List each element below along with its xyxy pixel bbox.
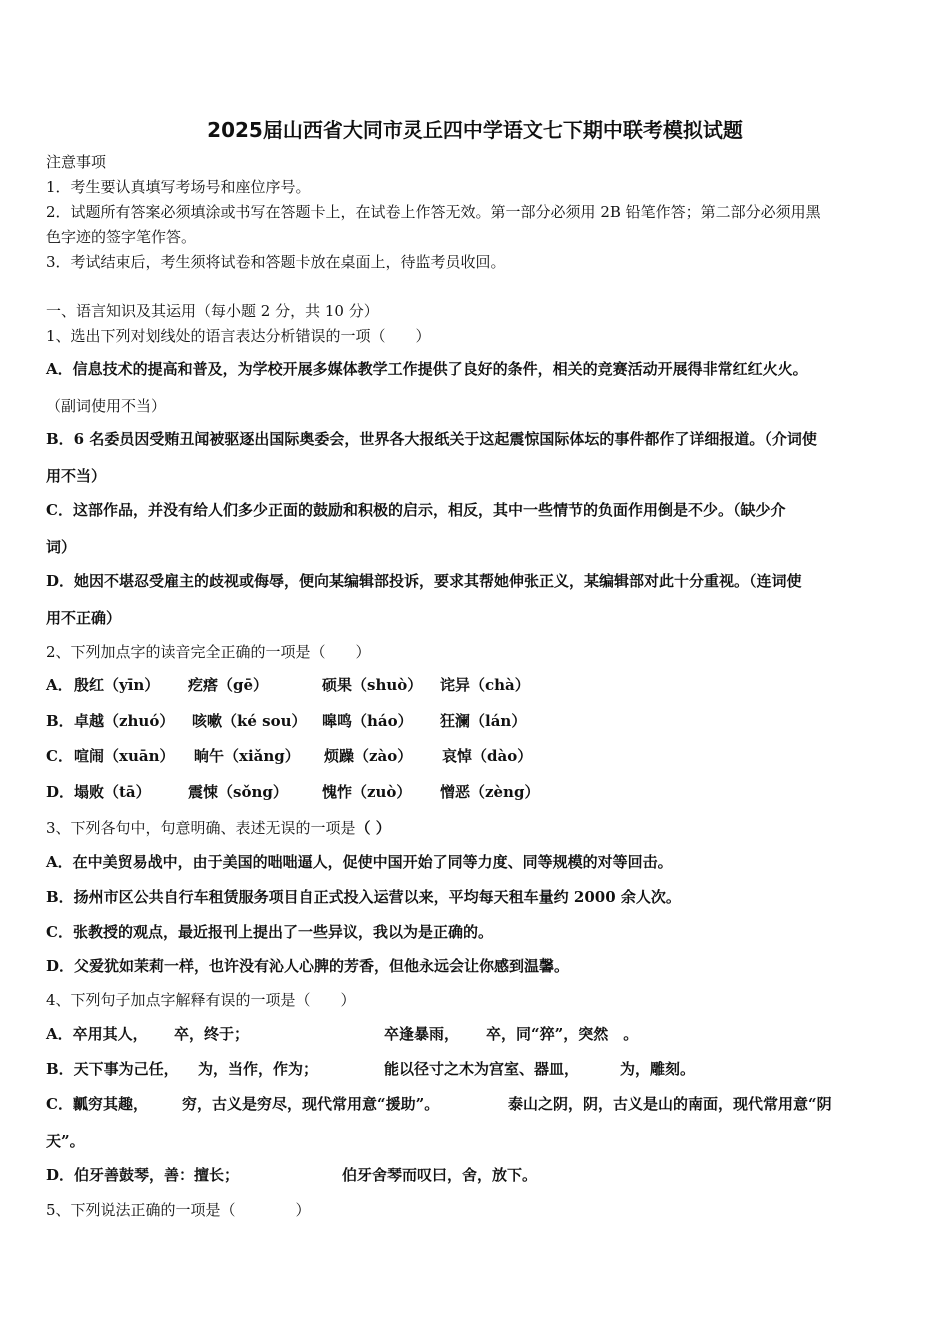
notice-item: 1．考生要认真填写考场号和座位序号。: [46, 178, 311, 196]
answer-paren: （ ）: [355, 819, 391, 837]
q4-explanation: 卒，同“猝”，突然 。: [486, 1025, 639, 1043]
q1-option-a: A．信息技术的提高和普及，为学校开展多媒体教学工作提供了良好的条件，相关的竞赛活动开展得非常红红火火。: [46, 360, 808, 378]
reading-item: 烦躁（zào）: [324, 747, 413, 765]
notice-item: 色字迹的签字笔作答。: [46, 228, 197, 246]
q2-option-d: [46, 782, 539, 802]
reading-item: 愧怍（zuò）: [322, 783, 412, 801]
section-heading: 一、语言知识及其运用（每小题 2 分，共 10 分）: [46, 302, 379, 320]
reading-item: 塌败（tā）: [74, 783, 151, 801]
q1-option-c: C．这部作品，并没有给人们多少正面的鼓励和积极的启示，相反，其中一些情节的负面作用倒是不少。（缺少介: [46, 501, 786, 519]
reading-item: 震悚（sǒng）: [188, 783, 288, 801]
option-letter: B．: [46, 712, 74, 730]
q2-option-b: [46, 711, 526, 731]
q4-option-b: [46, 1059, 695, 1079]
q4-option-c-cont: 天”。: [46, 1132, 85, 1150]
reading-item: 诧异（chà）: [440, 676, 530, 694]
reading-item: 哀悼（dào）: [442, 747, 533, 765]
page-title: 2025届山西省大同市灵丘四中学语文七下期中联考模拟试题: [207, 118, 743, 142]
reading-item: 殷红（yīn）: [74, 676, 160, 694]
q1-option-b: B．6 名委员因受贿丑闻被驱逐出国际奥委会，世界各大报纸关于这起震惊国际体坛的事件都作了详细报道。（介词使: [46, 430, 817, 448]
q4-phrase: 能以径寸之木为宫室、器皿，: [384, 1060, 580, 1078]
q3-option-d: D．父爱犹如茉莉一样，也许没有沁人心脾的芳香，但他永远会让你感到温馨。: [46, 957, 570, 975]
q4-explanation: 卒，终于；: [174, 1025, 250, 1043]
notice-item: 2．试题所有答案必须填涂或书写在答题卡上，在试卷上作答无效。第一部分必须用 2B 铅笔作答；第二部分必须用黑: [46, 203, 821, 221]
q1-option-b-cont: 用不当）: [46, 467, 107, 485]
option-letter: D．: [46, 783, 75, 801]
q3-option-a: A．在中美贸易战中，由于美国的咄咄逼人，促使中国开始了同等力度、同等规模的对等回击。: [46, 853, 673, 871]
q4-phrase: 卒逢暴雨，: [384, 1025, 460, 1043]
q4-explanation: 穷，古义是穷尽，现代常用意“援助”。: [182, 1095, 440, 1113]
reading-item: 晌午（xiǎng）: [194, 747, 300, 765]
reading-item: 喧闹（xuān）: [74, 747, 175, 765]
reading-item: 疙瘩（gē）: [188, 676, 269, 694]
q2-option-c: [46, 746, 532, 766]
q4-explanation: 为，雕刻。: [620, 1060, 696, 1078]
question-4-stem: 4、下列句子加点字解释有误的一项是（ ）: [46, 991, 356, 1009]
option-letter: A．: [46, 676, 73, 694]
q4-option-a: [46, 1024, 638, 1044]
notice-heading: 注意事项: [46, 153, 107, 171]
q4-phrase: C．瓤穷其趣，: [46, 1095, 148, 1113]
q4-explanation: 泰山之阴，阴，古义是山的南面，现代常用意“阴: [508, 1095, 832, 1113]
option-letter: C．: [46, 747, 73, 765]
reading-item: 卓越（zhuó）: [74, 712, 175, 730]
question-3-text: 3、下列各句中，句意明确、表述无误的一项是: [46, 819, 356, 837]
q4-phrase: A．卒用其人，: [46, 1025, 148, 1043]
question-5-stem: 5、下列说法正确的一项是（ ）: [46, 1201, 311, 1219]
question-1-stem: 1、选出下列对划线处的语言表达分析错误的一项（ ）: [46, 327, 431, 345]
reading-item: 咳嗽（ké sou）: [192, 712, 307, 730]
q1-option-a-cont: （副词使用不当）: [46, 397, 167, 415]
q1-option-d: D．她因不堪忍受雇主的歧视或侮辱，便向某编辑部投诉，要求其帮她伸张正义，某编辑部对此十分重视。（连词使: [46, 572, 802, 590]
q4-option-d: [46, 1165, 537, 1185]
reading-item: 硕果（shuò）: [322, 676, 423, 694]
q3-option-b: B．扬州市区公共自行车租赁服务项目自正式投入运营以来，平均每天租车量约 2000 余人次。: [46, 888, 681, 906]
q4-explanation: D．伯牙善鼓琴，善：擅长；: [46, 1166, 240, 1184]
q4-explanation: 伯牙舍琴而叹曰，舍，放下。: [342, 1166, 538, 1184]
q4-option-c: [46, 1094, 832, 1114]
reading-item: 憎恶（zèng）: [440, 783, 540, 801]
reading-item: 嗥鸣（háo）: [322, 712, 413, 730]
question-2-stem: 2、下列加点字的读音完全正确的一项是（ ）: [46, 643, 371, 661]
q3-option-c: C．张教授的观点，最近报刊上提出了一些异议，我以为是正确的。: [46, 923, 493, 941]
q1-option-d-cont: 用不正确）: [46, 609, 122, 627]
reading-item: 狂澜（lán）: [440, 712, 527, 730]
q2-option-a: [46, 675, 530, 695]
notice-item: 3．考试结束后，考生须将试卷和答题卡放在桌面上，待监考员收回。: [46, 253, 506, 271]
q1-option-c-cont: 词）: [46, 538, 77, 556]
q4-phrase: B．天下事为己任，: [46, 1060, 179, 1078]
question-3-stem: [46, 818, 391, 838]
q4-explanation: 为，当作，作为；: [198, 1060, 319, 1078]
